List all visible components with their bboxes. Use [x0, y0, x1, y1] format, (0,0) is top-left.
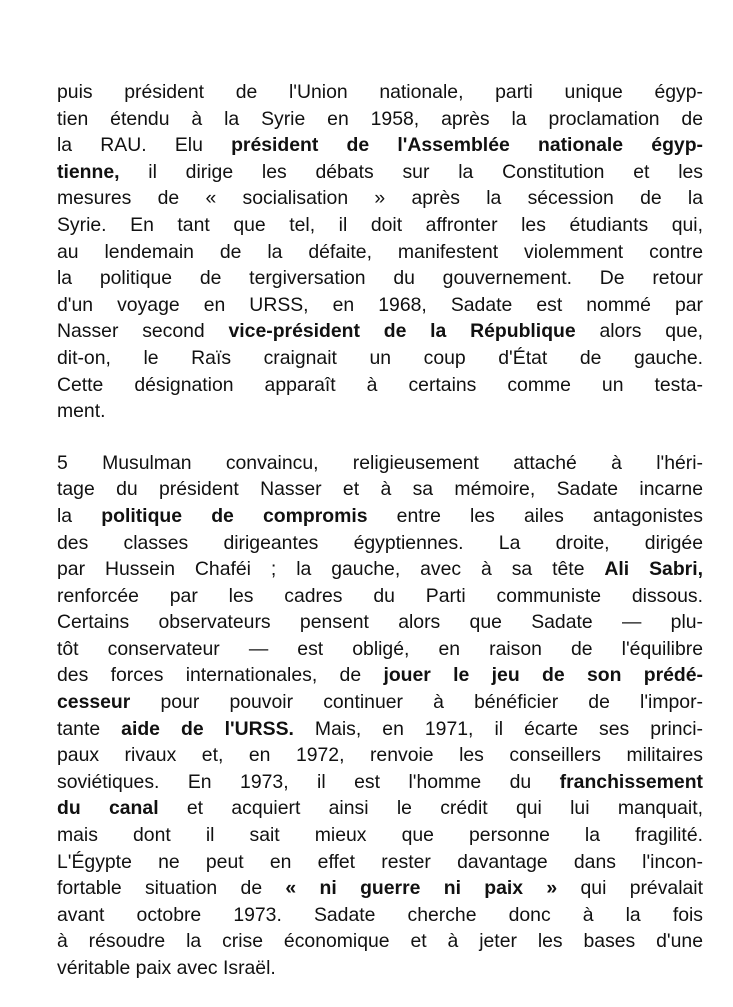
text-segment: à résoudre la crise économique et à jeter les bases d'une: [57, 930, 703, 953]
emphasized-text: jouer le jeu de son prédé-: [383, 664, 703, 687]
text-line: [57, 79, 703, 106]
paragraph-5: [57, 450, 703, 982]
text-segment: des classes dirigeantes égyptiennes. La droite, dirigée: [57, 531, 703, 554]
text-segment: Mais, en 1971, il écarte ses princi-: [293, 717, 703, 740]
text-line: [57, 292, 703, 319]
text-segment: ment.: [57, 400, 106, 423]
text-segment: paux rivaux et, en 1972, renvoie les conseillers militaires: [57, 744, 703, 767]
text-segment: des forces internationales, de: [57, 664, 384, 687]
text-line: [57, 318, 703, 345]
text-line: [57, 556, 703, 583]
text-segment: Certains observateurs pensent alors que Sadate — plu-: [57, 611, 703, 634]
paragraph-gap: [57, 425, 703, 450]
text-line: [57, 955, 703, 982]
text-line: [57, 106, 703, 133]
emphasized-text: vice-président de la République: [228, 320, 576, 343]
text-line: [57, 928, 703, 955]
text-line: [57, 212, 703, 239]
text-line: [57, 822, 703, 849]
text-line: [57, 503, 703, 530]
text-segment: d'un voyage en URSS, en 1968, Sadate est nommé par: [57, 293, 703, 316]
text-segment: et acquiert ainsi le crédit qui lui manquait,: [158, 797, 703, 820]
text-line: [57, 185, 703, 212]
text-line: [57, 530, 703, 557]
emphasized-text: politique de compromis: [101, 504, 368, 527]
emphasized-text: tienne,: [57, 160, 120, 183]
text-line: [57, 583, 703, 610]
text-segment: Syrie. En tant que tel, il doit affronter les étudiants qui,: [57, 213, 703, 236]
text-line: [57, 795, 703, 822]
text-segment: tôt conservateur — est obligé, en raison de l'équilibre: [57, 637, 703, 660]
text-segment: la politique de tergiversation du gouvernement. De retour: [57, 267, 703, 290]
text-segment: tage du président Nasser et à sa mémoire, Sadate incarne: [57, 478, 703, 501]
text-line: [57, 689, 703, 716]
text-line: [57, 716, 703, 743]
text-segment: tante: [57, 717, 122, 740]
text-segment: pour pouvoir continuer à bénéficier de l'impor-: [130, 691, 703, 714]
text-line: [57, 636, 703, 663]
text-line: [57, 345, 703, 372]
text-segment: il dirige les débats sur la Constitution et les: [119, 160, 703, 183]
text-segment: alors que,: [575, 320, 703, 343]
text-line: [57, 132, 703, 159]
text-segment: mais dont il sait mieux que personne la fragilité.: [57, 824, 703, 847]
text-line: [57, 476, 703, 503]
text-line: [57, 849, 703, 876]
paragraph-4: [57, 79, 703, 425]
text-segment: au lendemain de la défaite, manifestent violemment contre: [57, 240, 703, 263]
text-segment: la: [57, 504, 102, 527]
text-segment: qui prévalait: [557, 877, 703, 900]
emphasized-text: « ni guerre ni paix »: [285, 877, 558, 900]
text-line: [57, 609, 703, 636]
text-segment: puis président de l'Union nationale, parti unique égyp-: [57, 81, 703, 103]
emphasized-text: du canal: [57, 797, 159, 820]
text-segment: 5 Musulman convaincu, religieusement attaché à l'héri-: [57, 451, 703, 474]
emphasized-text: président de l'Assemblée nationale égyp-: [231, 134, 704, 157]
emphasized-text: aide de l'URSS.: [121, 717, 294, 740]
document-page: [57, 79, 703, 982]
text-segment: la RAU. Elu: [57, 134, 232, 157]
text-segment: L'Égypte ne peut en effet rester davantage dans l'incon-: [57, 850, 703, 873]
text-segment: soviétiques. En 1973, il est l'homme du: [57, 770, 560, 793]
emphasized-text: franchissement: [559, 770, 703, 793]
text-line: [57, 372, 703, 399]
text-line: [57, 769, 703, 796]
text-segment: renforcée par les cadres du Parti communiste dissous.: [57, 584, 703, 607]
text-line: [57, 159, 703, 186]
text-line: [57, 398, 703, 425]
text-segment: entre les ailes antagonistes: [367, 504, 703, 527]
text-segment: dit-on, le Raïs craignait un coup d'État de gauche.: [57, 346, 703, 369]
text-segment: véritable paix avec Israël.: [57, 957, 276, 979]
text-segment: Cette désignation apparaît à certains comme un testa-: [57, 373, 703, 396]
text-line: [57, 875, 703, 902]
text-line: [57, 450, 703, 477]
emphasized-text: Ali Sabri,: [604, 558, 703, 581]
text-line: [57, 662, 703, 689]
text-line: [57, 265, 703, 292]
text-segment: par Hussein Chaféi ; la gauche, avec à sa tête: [57, 558, 605, 581]
text-segment: fortable situation de: [57, 877, 286, 900]
text-segment: Nasser second: [57, 320, 229, 343]
emphasized-text: cesseur: [57, 691, 131, 714]
text-line: [57, 902, 703, 929]
text-line: [57, 742, 703, 769]
text-segment: mesures de « socialisation » après la sécession de la: [57, 187, 703, 210]
text-line: [57, 239, 703, 266]
text-segment: avant octobre 1973. Sadate cherche donc à la fois: [57, 903, 703, 926]
text-segment: tien étendu à la Syrie en 1958, après la proclamation de: [57, 107, 703, 130]
